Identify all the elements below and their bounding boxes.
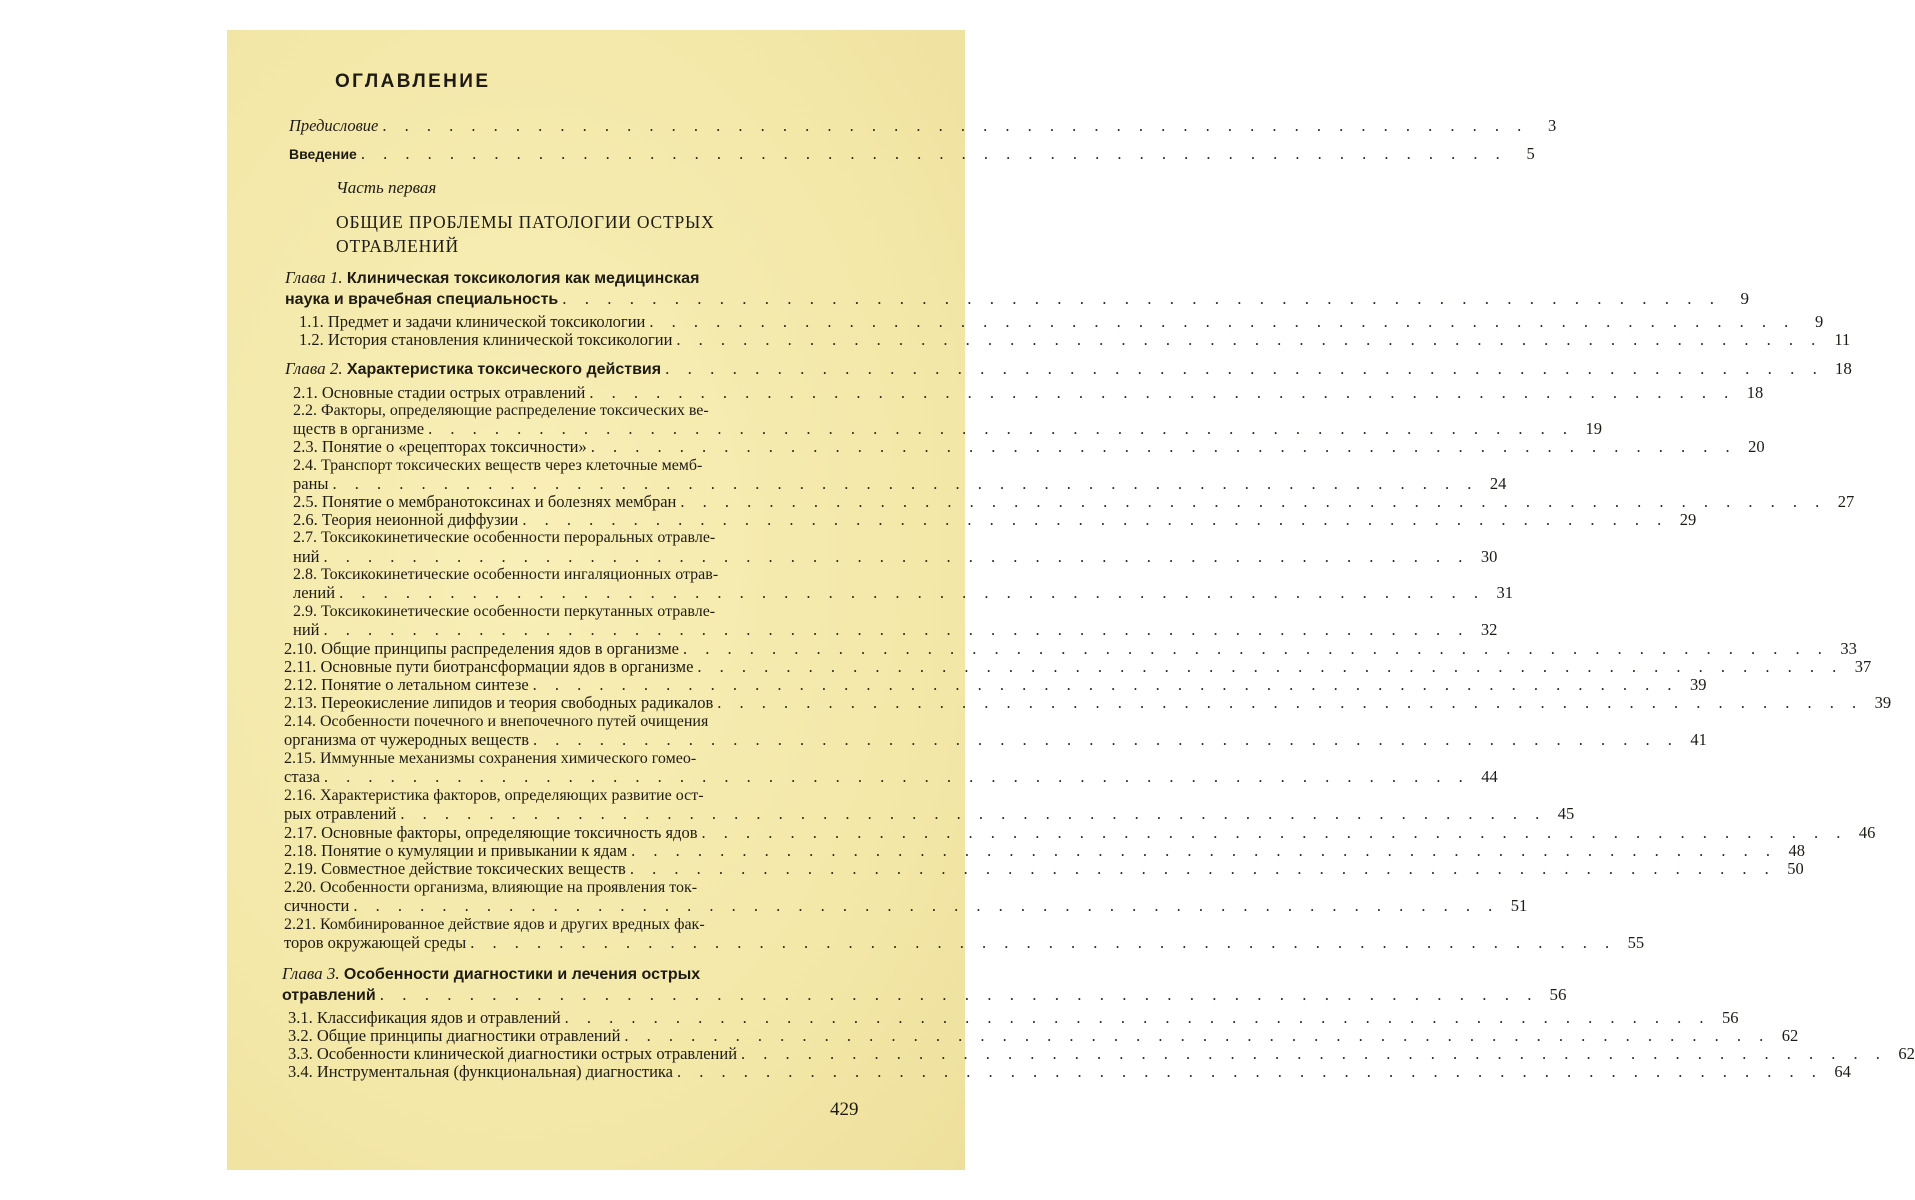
section-number: 2.21. (284, 916, 316, 933)
section-2-21-cont[interactable] (284, 933, 1645, 952)
page-number: 9 (1740, 289, 1749, 308)
section-number: 2.9. (293, 603, 317, 620)
section-title-cont: торов окружающей среды (284, 933, 467, 952)
leader-dots (339, 584, 1485, 602)
part-title: ОБЩИЕ ПРОБЛЕМЫ ПАТОЛОГИИ ОСТРЫХ ОТРАВЛЕНИЙ (336, 212, 715, 256)
page-number: 62 (1781, 1026, 1799, 1045)
book-page (227, 30, 1915, 1170)
section-2-16[interactable] (284, 787, 704, 805)
section-number: 2.19. (284, 859, 317, 878)
section-2-8[interactable] (293, 566, 718, 584)
section-2-7-cont[interactable] (293, 547, 1498, 566)
section-number: 1.1. (299, 312, 324, 331)
leader-dots (533, 731, 1679, 749)
section-2-19[interactable] (284, 859, 1804, 878)
leader-dots (382, 117, 1528, 135)
section-1-1[interactable] (299, 312, 1824, 331)
chapter-title: наука и врачебная специальность (285, 291, 559, 308)
page-number: 37 (1854, 657, 1872, 676)
page-number: 5 (1526, 144, 1535, 163)
section-title: Основные стадии острых отравлений (321, 383, 586, 402)
leader-dots (428, 420, 1574, 438)
section-title: История становления клинической токсикологии (327, 330, 673, 349)
page-number: 45 (1557, 804, 1575, 823)
chapter-label: Глава 2. (285, 359, 343, 378)
leader-dots (333, 475, 1479, 493)
page-number: 56 (1549, 985, 1567, 1004)
section-number: 2.13. (284, 693, 317, 712)
section-title: Факторы, определяющие распределение токсических ве- (321, 402, 709, 419)
section-2-14[interactable] (284, 713, 708, 731)
chapter-1-heading-cont[interactable] (285, 289, 1749, 309)
section-number: 2.16. (284, 787, 316, 804)
page-number: 39 (1690, 675, 1707, 694)
section-number: 2.20. (284, 879, 316, 896)
section-2-20[interactable] (284, 879, 697, 897)
leader-dots (665, 360, 1824, 378)
page-number: 32 (1480, 620, 1498, 639)
section-title: Основные пути биотрансформации ядов в организме (320, 657, 694, 676)
section-2-21[interactable] (284, 916, 705, 934)
section-2-16-cont[interactable] (284, 804, 1575, 823)
section-number: 2.1. (293, 383, 318, 402)
leader-dots (361, 145, 1507, 163)
section-title: Переокисление липидов и теория свободных радикалов (321, 693, 714, 712)
leader-dots (589, 384, 1735, 402)
page-number: 56 (1722, 1008, 1739, 1027)
section-title: Особенности организма, влияющие на проявления ток- (320, 879, 698, 896)
section-title-cont: ний (293, 547, 320, 566)
leader-dots (591, 438, 1737, 456)
page-number: 46 (1858, 823, 1876, 842)
chapter-title: Клиническая токсикология как медицинская (346, 270, 700, 287)
page-number: 33 (1840, 639, 1857, 658)
section-2-2-cont[interactable] (293, 419, 1602, 438)
section-2-11[interactable] (284, 657, 1872, 676)
chapter-title: Особенности диагностики и лечения острых (343, 966, 701, 983)
section-3-1[interactable] (288, 1008, 1739, 1027)
leader-dots (324, 768, 1470, 786)
leader-dots (741, 1045, 1887, 1063)
section-title: Токсикокинетические особенности перкутанных отравле- (321, 603, 716, 620)
chapter-title: Характеристика токсического действия (346, 361, 662, 378)
section-title-cont: раны (293, 474, 329, 493)
section-title: Особенности почечного и внепочечного путей очищения (320, 713, 709, 730)
leader-dots (702, 824, 1848, 842)
entry-title: Предисловие (289, 116, 379, 135)
page-number: 18 (1834, 359, 1852, 378)
page-number: 62 (1898, 1044, 1915, 1063)
chapter-label: Глава 1. (285, 268, 343, 287)
page-number: 27 (1837, 492, 1855, 511)
section-2-20-cont[interactable] (284, 896, 1528, 915)
entry-title: Введение (289, 146, 357, 162)
page-number: 50 (1787, 859, 1804, 878)
page-number: 51 (1510, 896, 1528, 915)
section-3-3[interactable] (288, 1044, 1915, 1063)
leader-dots (565, 1009, 1711, 1027)
section-2-9-cont[interactable] (293, 620, 1498, 639)
section-2-6[interactable] (293, 510, 1697, 529)
section-title: Иммунные механизмы сохранения химического гомео- (320, 750, 697, 767)
section-title: Понятие о «рецепторах токсичности» (321, 437, 587, 456)
section-title: Основные факторы, определяющие токсичность ядов (321, 823, 698, 842)
chapter-2-heading[interactable] (285, 359, 1852, 379)
section-number: 2.7. (293, 529, 317, 546)
section-title: Токсикокинетические особенности пероральных отравле- (321, 529, 716, 546)
leader-dots (649, 313, 1795, 331)
leader-dots (677, 1063, 1823, 1081)
page-number: 44 (1481, 767, 1498, 786)
leader-dots (697, 658, 1843, 676)
section-2-13[interactable] (284, 693, 1892, 712)
section-2-2[interactable] (293, 402, 709, 420)
section-title: Понятие о мембранотоксинах и болезнях мембран (321, 492, 677, 511)
section-number: 2.5. (293, 492, 318, 511)
section-title: Понятие о летальном синтезе (321, 675, 529, 694)
section-title: Классификация ядов и отравлений (316, 1008, 561, 1027)
section-number: 2.14. (284, 713, 316, 730)
section-3-2[interactable] (288, 1026, 1799, 1045)
page-number: 41 (1690, 730, 1707, 749)
page-number: 31 (1496, 583, 1513, 602)
page-folio: 429 (830, 1099, 859, 1120)
leader-dots (324, 621, 1470, 639)
leader-dots (470, 934, 1616, 952)
section-title: Предмет и задачи клинической токсикологии (327, 312, 646, 331)
section-number: 3.2. (288, 1026, 313, 1045)
section-2-14-cont[interactable] (284, 730, 1707, 749)
leader-dots (522, 511, 1668, 529)
section-2-15-cont[interactable] (284, 767, 1498, 786)
section-title: Токсикокинетические особенности ингаляционных отрав- (321, 566, 719, 583)
section-title: Комбинированное действие ядов и других вредных фак- (320, 916, 705, 933)
section-number: 2.6. (293, 510, 318, 529)
section-number: 2.17. (284, 823, 317, 842)
page-number: 3 (1548, 116, 1557, 135)
toc-entry-preface[interactable] (289, 116, 1557, 135)
section-title-cont: рых отравлений (284, 804, 397, 823)
section-2-15[interactable] (284, 750, 696, 768)
leader-dots (676, 331, 1822, 349)
section-2-17[interactable] (284, 823, 1876, 842)
section-title-cont: ний (293, 620, 320, 639)
page-number: 19 (1585, 419, 1602, 438)
chapter-label: Глава 3. (282, 964, 340, 983)
section-1-2[interactable] (299, 330, 1851, 349)
section-title: Характеристика факторов, определяющих развитие ост- (320, 787, 704, 804)
leader-dots (380, 986, 1539, 1004)
page-number: 64 (1834, 1062, 1851, 1081)
page-number: 55 (1627, 933, 1645, 952)
page-number: 9 (1814, 312, 1824, 331)
section-title-cont: организма от чужеродных веществ (284, 730, 530, 749)
section-2-4-cont[interactable] (293, 474, 1507, 493)
section-number: 2.15. (284, 750, 316, 767)
section-title: Транспорт токсических веществ через клеточные мемб- (321, 457, 703, 474)
section-2-9[interactable] (293, 603, 715, 621)
leader-dots (683, 640, 1829, 658)
section-2-7[interactable] (293, 529, 715, 547)
section-number: 2.8. (293, 566, 317, 583)
section-number: 2.2. (293, 402, 317, 419)
toc-entry-introduction[interactable] (289, 144, 1535, 163)
chapter-3-heading-cont[interactable] (282, 985, 1567, 1005)
leader-dots (533, 676, 1679, 694)
section-2-18[interactable] (284, 841, 1806, 860)
section-title: Инструментальная (функциональная) диагностика (316, 1062, 673, 1081)
section-number: 3.1. (288, 1008, 313, 1027)
leader-dots (680, 493, 1826, 511)
leader-dots (353, 897, 1499, 915)
leader-dots (562, 290, 1721, 308)
section-3-4[interactable] (288, 1062, 1851, 1081)
section-number: 1.2. (299, 330, 324, 349)
leader-dots (400, 805, 1546, 823)
section-title-cont: ществ в организме (293, 419, 425, 438)
chapter-title: отравлений (282, 987, 376, 1004)
section-title: Совместное действие токсических веществ (321, 859, 626, 878)
page-number: 39 (1874, 693, 1892, 712)
section-title: Общие принципы диагностики отравлений (316, 1026, 621, 1045)
chapter-1-heading[interactable] (285, 268, 699, 289)
section-number: 2.4. (293, 457, 317, 474)
leader-dots (717, 694, 1863, 712)
section-number: 2.10. (284, 639, 317, 658)
chapter-3-heading[interactable] (282, 964, 700, 985)
toc-heading: ОГЛАВЛЕНИЕ (335, 71, 491, 92)
section-title-cont: сичности (284, 896, 350, 915)
section-number: 2.3. (293, 437, 318, 456)
section-title: Теория неионной диффузии (321, 510, 519, 529)
page-number: 20 (1748, 437, 1765, 456)
section-2-12[interactable] (284, 675, 1707, 694)
leader-dots (630, 860, 1776, 878)
part-label: Часть первая (336, 178, 437, 197)
page-number: 29 (1679, 510, 1697, 529)
section-title-cont: стаза (284, 767, 320, 786)
leader-dots (631, 842, 1777, 860)
section-2-1[interactable] (293, 383, 1764, 402)
page-number: 30 (1480, 547, 1498, 566)
section-2-4[interactable] (293, 457, 702, 475)
section-title-cont: лений (293, 583, 336, 602)
section-number: 3.3. (288, 1044, 313, 1063)
section-number: 3.4. (288, 1062, 313, 1081)
page-number: 24 (1489, 474, 1507, 493)
section-title: Понятие о кумуляции и привыкании к ядам (321, 841, 628, 860)
page-number: 18 (1746, 383, 1764, 402)
section-number: 2.18. (284, 841, 317, 860)
leader-dots (324, 548, 1470, 566)
section-number: 2.11. (284, 657, 317, 676)
section-title: Общие принципы распределения ядов в организме (321, 639, 679, 658)
section-title: Особенности клинической диагностики острых отравлений (316, 1044, 738, 1063)
section-2-5[interactable] (293, 492, 1855, 511)
section-number: 2.12. (284, 675, 317, 694)
page-number: 11 (1834, 330, 1851, 349)
section-2-8-cont[interactable] (293, 583, 1513, 602)
page-number: 48 (1788, 841, 1806, 860)
leader-dots (624, 1027, 1770, 1045)
section-2-10[interactable] (284, 639, 1857, 658)
section-2-3[interactable] (293, 437, 1765, 456)
